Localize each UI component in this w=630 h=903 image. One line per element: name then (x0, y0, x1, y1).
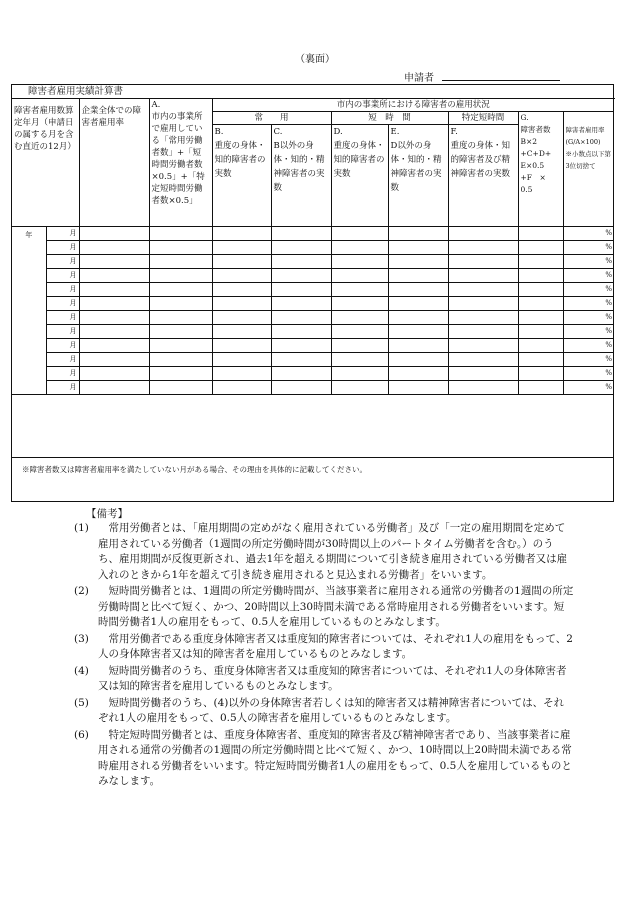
value-cell[interactable] (518, 227, 563, 241)
value-cell[interactable] (79, 367, 149, 381)
value-cell[interactable] (79, 283, 149, 297)
table-row (12, 339, 614, 353)
value-cell[interactable] (388, 297, 448, 311)
value-cell[interactable] (212, 353, 271, 367)
table-row (12, 367, 614, 381)
table-row (12, 269, 614, 283)
group-regular-header: 常 用 (212, 112, 331, 125)
value-cell[interactable] (271, 227, 331, 241)
value-cell[interactable] (149, 367, 212, 381)
value-cell[interactable] (448, 339, 518, 353)
table-row (12, 283, 614, 297)
value-cell[interactable] (271, 311, 331, 325)
employment-table (12, 99, 614, 395)
rate-cell[interactable]: % (563, 269, 614, 283)
value-cell[interactable] (271, 255, 331, 269)
col-c-header: C. B以外の身体・知的・精神障害者の実数 (271, 125, 331, 227)
rate-cell[interactable]: % (563, 255, 614, 269)
month-cell[interactable]: 月 (46, 255, 79, 269)
rate-cell[interactable]: % (563, 381, 614, 395)
remarks-list (74, 521, 574, 791)
value-cell[interactable] (79, 325, 149, 339)
value-cell[interactable] (149, 283, 212, 297)
rate-cell[interactable]: % (563, 353, 614, 367)
value-cell[interactable] (149, 255, 212, 269)
table-row (12, 381, 614, 395)
applicant-signature-line[interactable] (442, 80, 560, 81)
month-cell[interactable]: 月 (46, 227, 79, 241)
remark-number: (3) (74, 632, 89, 645)
value-cell[interactable] (212, 381, 271, 395)
rate-cell[interactable]: % (563, 283, 614, 297)
value-cell[interactable] (271, 241, 331, 255)
col-a-header: A. 市内の事業所で雇用している「常用労働者数」+「短時間労働者数×0.5」+「特定短時間労働者数×0.5」 (149, 99, 212, 227)
value-cell[interactable] (331, 381, 388, 395)
value-cell[interactable] (149, 269, 212, 283)
col-company-rate-label: 企業全体での障害者雇用率 (81, 106, 142, 128)
col-company-rate-header (79, 99, 149, 227)
value-cell[interactable] (212, 325, 271, 339)
remark-number: (5) (74, 696, 89, 709)
value-cell[interactable] (149, 325, 212, 339)
remark-item (74, 728, 574, 790)
value-cell[interactable] (388, 367, 448, 381)
table-row (12, 311, 614, 325)
value-cell[interactable] (271, 381, 331, 395)
value-cell[interactable] (271, 283, 331, 297)
value-cell[interactable] (448, 311, 518, 325)
table-row (12, 353, 614, 367)
value-cell[interactable] (518, 381, 563, 395)
value-cell[interactable] (518, 255, 563, 269)
table-row (12, 227, 614, 241)
rate-cell[interactable]: % (563, 311, 614, 325)
col-period-header (12, 99, 79, 227)
group-specific-header: 特定短時間 (448, 112, 518, 125)
value-cell[interactable] (518, 283, 563, 297)
value-cell[interactable] (518, 311, 563, 325)
value-cell[interactable] (331, 269, 388, 283)
value-cell[interactable] (271, 353, 331, 367)
value-cell[interactable] (388, 227, 448, 241)
value-cell[interactable] (448, 241, 518, 255)
value-cell[interactable] (79, 353, 149, 367)
remark-text: 短時間労働者とは、1週間の所定労働時間が、当該事業者に雇用される通常の労働者の1週間の所定労働時間と比べて短く、かつ、20時間以上30時間未満である常時雇用される労働者をいいます。短時間労働者1人の雇用をもって、0.5人を雇用しているものとみなします。 (98, 585, 574, 628)
value-cell[interactable] (271, 269, 331, 283)
value-cell[interactable] (448, 283, 518, 297)
group-header: 市内の事業所における障害者の雇用状況 (212, 99, 614, 112)
value-cell[interactable] (448, 255, 518, 269)
value-cell[interactable] (271, 325, 331, 339)
remark-number: (6) (74, 728, 89, 741)
group-short-header: 短 時 間 (331, 112, 448, 125)
value-cell[interactable] (331, 283, 388, 297)
value-cell[interactable] (388, 325, 448, 339)
value-cell[interactable] (518, 367, 563, 381)
col-g-header: G. 障害者数 B×2 +C+D+ E×0.5 +F × 0.5 (518, 112, 563, 227)
value-cell[interactable] (388, 339, 448, 353)
value-cell[interactable] (212, 297, 271, 311)
value-cell[interactable] (79, 297, 149, 311)
applicant-label: 申請者 (404, 73, 434, 84)
value-cell[interactable] (212, 283, 271, 297)
month-cell[interactable]: 月 (46, 283, 79, 297)
form-title: 障害者雇用実績計算書 (12, 85, 615, 99)
rate-cell[interactable]: % (563, 297, 614, 311)
value-cell[interactable] (388, 283, 448, 297)
remark-text: 短時間労働者のうち、重度身体障害者又は重度知的障害者については、それぞれ1人の身体障害者又は知的障害者を雇用しているものとみなします。 (98, 664, 567, 692)
value-cell[interactable] (149, 381, 212, 395)
value-cell[interactable] (79, 381, 149, 395)
value-cell[interactable] (212, 241, 271, 255)
rate-cell[interactable]: % (563, 227, 614, 241)
value-cell[interactable] (331, 297, 388, 311)
value-cell[interactable] (448, 227, 518, 241)
month-cell[interactable]: 月 (46, 325, 79, 339)
remarks-title: 【備考】 (86, 508, 128, 520)
value-cell[interactable] (331, 339, 388, 353)
value-cell[interactable] (79, 269, 149, 283)
value-cell[interactable] (212, 227, 271, 241)
value-cell[interactable] (448, 325, 518, 339)
rate-cell[interactable]: % (563, 367, 614, 381)
value-cell[interactable] (388, 381, 448, 395)
col-e-header: E. D以外の身体・知的・精神障害者の実数 (388, 125, 448, 227)
month-cell[interactable]: 月 (46, 381, 79, 395)
value-cell[interactable] (388, 241, 448, 255)
month-cell[interactable]: 月 (46, 339, 79, 353)
remark-item (74, 584, 574, 631)
value-cell[interactable] (331, 241, 388, 255)
value-cell[interactable] (149, 241, 212, 255)
col-period-label: 障害者雇用数算定年月（申請日の属する月を含む直近の12月） (14, 106, 76, 152)
table-row (12, 297, 614, 311)
remark-number: (4) (74, 664, 89, 677)
value-cell[interactable] (331, 311, 388, 325)
remark-item (74, 632, 574, 663)
rate-cell[interactable]: % (563, 339, 614, 353)
value-cell[interactable] (212, 269, 271, 283)
value-cell[interactable] (331, 227, 388, 241)
remark-text: 常用労働者とは、「雇用期間の定めがなく雇用されている労働者」及び「一定の雇用期間を定めて雇用されている労働者（1週間の所定労働時間が30時間以上のパートタイム労働者を含む。）のうち、雇用期間が反復更新され、過去1年を超える期間について引き続き雇用されている労働者又は雇入れのときから1年を超えて引き続き雇用されると見込まれる労働者」をいいます。 (98, 522, 568, 581)
value-cell[interactable] (388, 255, 448, 269)
value-cell[interactable] (388, 311, 448, 325)
value-cell[interactable] (518, 339, 563, 353)
value-cell[interactable] (271, 297, 331, 311)
value-cell[interactable] (448, 353, 518, 367)
remark-item (74, 696, 574, 727)
table-row (12, 255, 614, 269)
value-cell[interactable] (79, 227, 149, 241)
value-cell[interactable] (149, 227, 212, 241)
footnote-text: ※障害者数又は障害者雇用率を満たしていない月がある場合、その理由を具体的に記載してください。 (22, 465, 367, 474)
remark-number: (1) (74, 522, 89, 534)
value-cell[interactable] (79, 255, 149, 269)
rate-cell[interactable]: % (563, 325, 614, 339)
value-cell[interactable] (331, 367, 388, 381)
employment-record-form (11, 84, 614, 502)
month-cell[interactable]: 月 (46, 353, 79, 367)
value-cell[interactable] (448, 381, 518, 395)
table-row (12, 325, 614, 339)
value-cell[interactable] (271, 339, 331, 353)
value-cell[interactable] (149, 297, 212, 311)
value-cell[interactable] (388, 353, 448, 367)
month-cell[interactable]: 月 (46, 269, 79, 283)
year-cell[interactable]: 年 (12, 227, 46, 395)
month-cell[interactable]: 月 (46, 367, 79, 381)
remark-item (74, 521, 574, 583)
value-cell[interactable] (331, 255, 388, 269)
value-cell[interactable] (518, 241, 563, 255)
value-cell[interactable] (149, 353, 212, 367)
remark-text: 特定短時間労働者とは、重度身体障害者、重度知的障害者及び精神障害者であり、当該事業者に雇用される通常の労働者の1週間の所定労働時間と比べて短く、かつ、10時間以上20時間未満である常時雇用される労働者をいいます。特定短時間労働者1人の雇用をもって、0.5人を雇用しているものとみなします。 (98, 728, 572, 787)
value-cell[interactable] (331, 353, 388, 367)
col-f-header: F. 重度の身体・知的障害者及び精神障害者の実数 (448, 125, 518, 227)
col-b-header: B. 重度の身体・知的障害者の実数 (212, 125, 271, 227)
value-cell[interactable] (79, 339, 149, 353)
value-cell[interactable] (448, 367, 518, 381)
value-cell[interactable] (212, 339, 271, 353)
value-cell[interactable] (79, 241, 149, 255)
remark-text: 常用労働者である重度身体障害者又は重度知的障害者については、それぞれ1人の雇用をもって、2人の身体障害者又は知的障害者を雇用しているものとみなします。 (98, 632, 573, 660)
remark-number: (2) (74, 585, 89, 597)
month-cell[interactable]: 月 (46, 297, 79, 311)
col-d-header: D. 重度の身体・知的障害者の実数 (331, 125, 388, 227)
value-cell[interactable] (149, 339, 212, 353)
value-cell[interactable] (518, 269, 563, 283)
value-cell[interactable] (149, 311, 212, 325)
month-cell[interactable]: 月 (46, 311, 79, 325)
value-cell[interactable] (448, 297, 518, 311)
col-rate-header: 障害者雇用率 (G/A×100) ※小数点以下第3位切捨て (563, 112, 614, 227)
page-header: （裏面） (295, 54, 335, 65)
value-cell[interactable] (518, 353, 563, 367)
value-cell[interactable] (271, 367, 331, 381)
value-cell[interactable] (331, 325, 388, 339)
value-cell[interactable] (212, 255, 271, 269)
month-cell[interactable]: 月 (46, 241, 79, 255)
rate-cell[interactable]: % (563, 241, 614, 255)
value-cell[interactable] (79, 311, 149, 325)
value-cell[interactable] (212, 367, 271, 381)
value-cell[interactable] (448, 269, 518, 283)
value-cell[interactable] (388, 269, 448, 283)
table-row (12, 241, 614, 255)
remark-item (74, 664, 574, 695)
value-cell[interactable] (518, 325, 563, 339)
value-cell[interactable] (518, 297, 563, 311)
remark-text: 短時間労働者のうち、(4)以外の身体障害者若しくは知的障害者又は精神障害者については、それぞれ1人の雇用をもって、0.5人の障害者を雇用しているものとみなします。 (98, 696, 565, 724)
value-cell[interactable] (212, 311, 271, 325)
